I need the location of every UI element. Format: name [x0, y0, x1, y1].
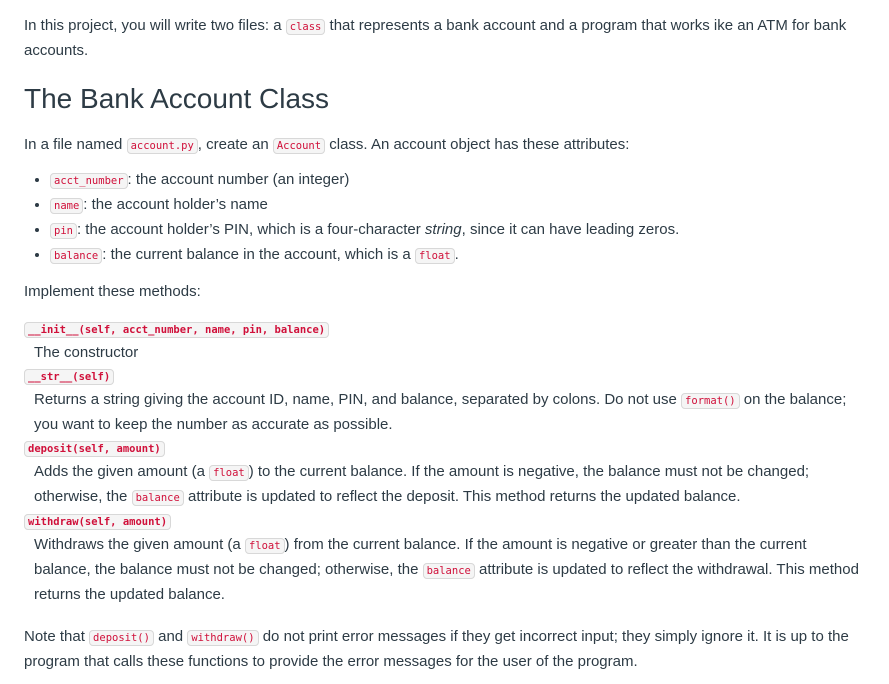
inline-code: balance — [50, 248, 102, 264]
method-description — [34, 388, 865, 437]
intro-paragraph — [24, 14, 865, 63]
method-description — [34, 533, 865, 607]
method-signature — [24, 437, 865, 460]
method-signature — [24, 510, 865, 533]
method-signature — [24, 365, 865, 388]
text: attribute is updated to reflect the withdrawal. This method returns the updated balance. — [34, 561, 859, 603]
method-signature-code: __init__(self, acct_number, name, pin, balance) — [24, 322, 329, 338]
method-signature — [24, 318, 865, 341]
emphasis-text: string — [424, 221, 462, 238]
inline-code: class — [286, 19, 326, 35]
text: ) to the current balance. If the amount is negative, the balance must not be changed; otherwise, the — [34, 463, 810, 505]
inline-code: balance — [423, 563, 475, 579]
text: ) from the current balance. If the amount is negative or greater than the current balance, the balance must not be changed; otherwise, the — [34, 536, 807, 578]
inline-code: float — [209, 465, 249, 481]
text: on the balance; you want to keep the number as accurate as possible. — [34, 391, 847, 433]
text: In this project, you will write two files: a — [24, 17, 286, 34]
text: , since it can have leading zeros. — [461, 221, 680, 238]
method-list — [24, 318, 865, 607]
method-signature-code: __str__(self) — [24, 369, 114, 385]
methods-intro: Implement these methods: — [24, 283, 201, 300]
text: . — [454, 246, 459, 263]
inline-code: withdraw() — [187, 630, 258, 646]
inline-code: Account — [273, 138, 325, 154]
text: : the account holder’s PIN, which is a four-character — [76, 221, 425, 238]
inline-code: account.py — [127, 138, 198, 154]
attribute-list — [24, 168, 865, 268]
inline-code: deposit() — [89, 630, 154, 646]
text: , create an — [197, 136, 273, 153]
text: Returns a string giving the account ID, name, PIN, and balance, separated by colons. Do not use — [34, 391, 682, 408]
text: Adds the given amount (a — [34, 463, 210, 480]
text: : the current balance in the account, which is a — [102, 246, 415, 263]
inline-code: format() — [681, 393, 740, 409]
text: attribute is updated to reflect the deposit. This method returns the updated balance. — [183, 488, 741, 505]
inline-code: acct_number — [50, 173, 128, 189]
text: and — [153, 628, 188, 645]
method-description — [34, 341, 865, 365]
attribute-item — [50, 193, 865, 218]
text: In a file named — [24, 136, 127, 153]
method-signature-code: deposit(self, amount) — [24, 441, 165, 457]
text: : the account number (an integer) — [127, 171, 350, 188]
inline-code: float — [415, 248, 455, 264]
text: do not print error messages if they get incorrect input; they simply ignore it. It is up to the program that calls these functions to provide the error messages for the user of the program. — [24, 628, 849, 670]
method-description — [34, 460, 865, 510]
section-heading: The Bank Account Class — [24, 83, 330, 114]
text: The constructor — [34, 344, 139, 361]
attribute-item — [50, 218, 865, 243]
method-signature-code: withdraw(self, amount) — [24, 514, 171, 530]
text: Note that — [24, 628, 90, 645]
note-paragraph — [24, 625, 865, 674]
attribute-item — [50, 168, 865, 193]
text: class. An account object has these attributes: — [325, 136, 630, 153]
inline-code: float — [245, 538, 285, 554]
attribute-item — [50, 243, 865, 268]
text: that represents a bank account and a program that works ike an ATM for bank accounts. — [24, 17, 847, 59]
inline-code: balance — [132, 490, 184, 506]
inline-code: name — [50, 198, 83, 214]
text: : the account holder’s name — [83, 196, 268, 213]
inline-code: pin — [50, 223, 77, 239]
text: Withdraws the given amount (a — [34, 536, 245, 553]
file-paragraph — [24, 133, 865, 158]
